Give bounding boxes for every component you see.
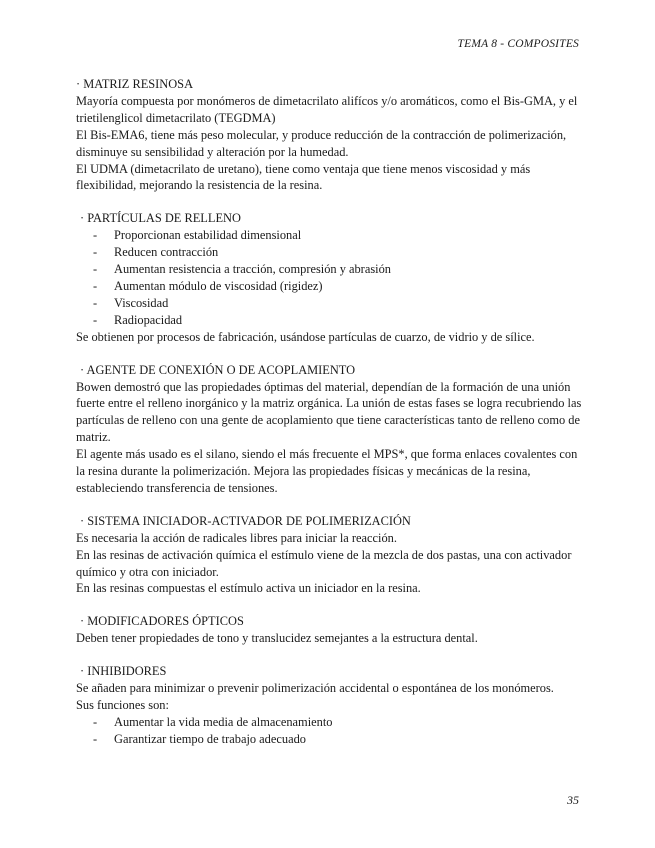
section-agente-conexion bbox=[76, 362, 586, 497]
section-title: · AGENTE DE CONEXIÓN O DE ACOPLAMIENTO bbox=[80, 362, 356, 377]
document-body bbox=[76, 76, 586, 764]
bullet-list bbox=[76, 714, 586, 748]
paragraph: Deben tener propiedades de tono y translucidez semejantes a la estructura dental. bbox=[76, 631, 478, 646]
section-title: · PARTÍCULAS DE RELLENO bbox=[80, 211, 241, 226]
paragraph: Se obtienen por procesos de fabricación, usándose partículas de cuarzo, de vidrio y de sílice. bbox=[76, 329, 535, 344]
bullet-list bbox=[76, 227, 586, 328]
section-inhibidores bbox=[76, 663, 586, 748]
paragraph: El agente más usado es el silano, siendo el más frecuente el MPS*, que forma enlaces covalentes con la resina durante la polimerización. Mejora las propiedades físicas y mecánicas de la resina, estableciendo transferencia de tensiones. bbox=[76, 447, 578, 495]
list-item: - Aumentar la vida media de almacenamiento bbox=[76, 714, 586, 731]
list-item: - Aumentan módulo de viscosidad (rigidez) bbox=[76, 278, 586, 295]
paragraph: El Bis-EMA6, tiene más peso molecular, y produce reducción de la contracción de polimerización, disminuye su sensibilidad y alteración por la humedad. bbox=[76, 127, 567, 159]
section-sistema-iniciador bbox=[76, 513, 586, 598]
section-matriz-resinosa bbox=[76, 76, 586, 194]
section-modificadores-opticos bbox=[76, 613, 586, 647]
section-title: · MODIFICADORES ÓPTICOS bbox=[80, 614, 244, 629]
paragraph: Se añaden para minimizar o prevenir polimerización accidental o espontánea de los monómeros. bbox=[76, 681, 554, 696]
section-title: · INHIBIDORES bbox=[80, 664, 167, 679]
list-item: - Garantizar tiempo de trabajo adecuado bbox=[76, 731, 586, 748]
paragraph: Es necesaria la acción de radicales libres para iniciar la reacción. bbox=[76, 530, 397, 545]
paragraph: El UDMA (dimetacrilato de uretano), tiene como ventaja que tiene menos viscosidad y más flexibilidad, mejorando la resistencia de la resina. bbox=[76, 161, 531, 193]
page-header: TEMA 8 - COMPOSITES bbox=[457, 38, 579, 50]
list-item: - Proporcionan estabilidad dimensional bbox=[76, 227, 586, 244]
paragraph: En las resinas compuestas el estímulo activa un iniciador en la resina. bbox=[76, 581, 421, 596]
list-item: - Reducen contracción bbox=[76, 244, 586, 261]
list-item: - Radiopacidad bbox=[76, 312, 586, 329]
list-item: - Aumentan resistencia a tracción, compresión y abrasión bbox=[76, 261, 586, 278]
paragraph: Mayoría compuesta por monómeros de dimetacrilato alifícos y/o aromáticos, como el Bis-GMA, y el trietilenglicol dimetacrilato (TEGDMA) bbox=[76, 93, 578, 125]
section-particulas-relleno bbox=[76, 210, 586, 345]
paragraph: Sus funciones son: bbox=[76, 698, 169, 712]
list-item: - Viscosidad bbox=[76, 295, 586, 312]
paragraph: En las resinas de activación química el estímulo viene de la mezcla de dos pastas, una con activador químico y otra con iniciador. bbox=[76, 547, 572, 579]
section-title: · SISTEMA INICIADOR-ACTIVADOR DE POLIMERIZACIÓN bbox=[80, 513, 411, 528]
section-title: · MATRIZ RESINOSA bbox=[76, 77, 194, 91]
page-number: 35 bbox=[567, 793, 579, 807]
paragraph: Bowen demostró que las propiedades óptimas del material, dependían de la formación de una unión fuerte entre el relleno inorgánico y la matriz orgánica. La unión de estas fases se logra recubriendo las partículas de relleno con una gente de acoplamiento que tiene características tanto de relleno como de matriz. bbox=[76, 379, 582, 445]
